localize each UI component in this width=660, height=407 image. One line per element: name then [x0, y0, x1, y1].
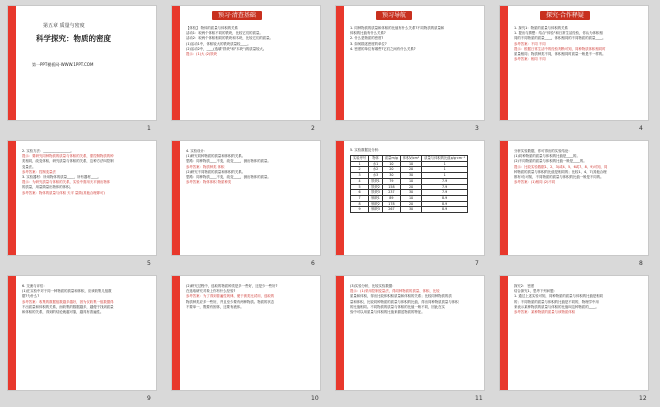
table-cell: 20 — [400, 201, 421, 207]
table-cell: 铜块2 — [369, 201, 383, 207]
table-cell: 10 — [400, 195, 421, 201]
table-cell: 1 — [351, 161, 369, 167]
slide-text-line: (2)活动2中，____(选填"铁块"和"木块")的质量较大。 — [186, 46, 267, 51]
slide-thumbnail-11[interactable] — [335, 275, 485, 391]
slide-thumbnail-5[interactable] — [7, 140, 157, 256]
table-cell: 30 — [400, 207, 421, 213]
slide-text-line: 活动1：取两个体积不同的铁块，比较它们的质量。 — [186, 31, 263, 36]
slide-text-line: 据?为什么? — [22, 294, 40, 299]
slide-text-line: 的比值相同。不同物质的质量与体积的比值一般不同，因此在实 — [350, 304, 445, 309]
table-cell: 水2 — [369, 167, 383, 173]
slide-text-line: 质量和体积，得出比较体积积质量和体积的关系；比较同种物质的质 — [350, 294, 452, 299]
table-cell: 30 — [382, 173, 400, 179]
slide-number: 6 — [311, 260, 315, 267]
slide-number: 9 — [147, 395, 151, 402]
slide-text-line: 1. 提出与猜想：结合"体验"和日常生活经验，你认为体积相 — [514, 31, 603, 36]
table-cell: 铜块1 — [369, 195, 383, 201]
table-cell: 8.9 — [422, 201, 468, 207]
table-cell: 178 — [382, 201, 400, 207]
slide-text-line: 质量相同；物质种类不同，体积相同时质量一般是不一样的。 — [514, 52, 606, 56]
table-cell: 9 — [351, 207, 369, 213]
slide-thumbnail-6[interactable] — [171, 140, 321, 256]
slide-number: 2 — [311, 125, 315, 132]
table-cell: 20 — [382, 167, 400, 173]
slide-accent-strip — [172, 6, 180, 120]
table-cell: 铁块2 — [369, 184, 383, 190]
slide-text-line: 在选取研究对象上你有什么经验? — [186, 289, 236, 294]
slide-text-line: (1)同种物质的质量与体积的比值是____的。 — [514, 154, 580, 159]
table-cell: 10 — [382, 161, 400, 167]
table-header-cell: 体积V/cm³ — [400, 156, 421, 162]
slide-text-line: 验中可以用质量与体积的比值来描述物质的特征。 — [350, 310, 425, 314]
slide-text-line: 1. 同种物质的质量和体积的比值有什么关系?不同物质的质量和 — [350, 26, 445, 30]
table-cell: 10 — [400, 161, 421, 167]
slide-thumbnail-9[interactable] — [7, 275, 157, 391]
table-cell: 水1 — [369, 161, 383, 167]
slide-number: 8 — [639, 260, 643, 267]
slide-text-line: 参考答案：物质种类 体积 — [186, 164, 225, 169]
table-cell: 7.9 — [422, 184, 468, 190]
table-header-cell: 物体 — [369, 156, 383, 162]
slide-text-line: 思路：同种物质____不变，改变____，测出物体的质量。 — [186, 175, 271, 179]
slide-accent-strip — [336, 141, 344, 255]
slide-text-line: 提示：比较实验数据1、2、3(或4、5、6或7、8、9)可知，同 — [514, 164, 608, 169]
slide-text-line: 提示：根据日常生活中的经验判断可知，同种物质体积相同时 — [514, 46, 606, 51]
slide-thumbnail-2[interactable] — [171, 5, 321, 121]
table-cell: 267 — [382, 207, 400, 213]
table-cell: 7.9 — [422, 178, 468, 184]
slide-text-line: 分析实验数据，你可得出的实验结论： — [514, 149, 572, 153]
slide-accent-strip — [336, 276, 344, 390]
table-cell: 7 — [351, 195, 369, 201]
table-cell: 89 — [382, 195, 400, 201]
slide-text-line: 4. 密度的单位有哪些?它们之间有什么关系? — [350, 46, 416, 51]
slide-accent-strip — [172, 141, 180, 255]
slide-text-line: 参考答案：为了得到普遍性规律，便于被类比试用，选取的 — [186, 294, 275, 299]
slide-text-line: 6. 交流与评估： — [22, 284, 47, 288]
table-cell: 4 — [351, 178, 369, 184]
slide-text-line: 提示：为研究质量与体积的关系，实验中需用天平测出物体 — [22, 180, 111, 185]
slide-accent-strip — [172, 276, 180, 390]
slide-text-line: 3. 实验器材：所用物体的质量____，所有器材____。 — [22, 175, 101, 179]
slide-text-line: 参考答案：(1)相同 (2)不同 — [514, 180, 556, 185]
slide-text-line: 结合探究1，思考下列问题： — [514, 289, 557, 294]
table-cell: 水3 — [369, 173, 383, 179]
slide-text-line: (2)不同物质的质量与体积的比值一般是____的。 — [514, 159, 587, 164]
experiment-data-table — [350, 155, 468, 213]
table-cell: 1 — [422, 161, 468, 167]
table-cell: 7.9 — [422, 190, 468, 196]
slide-number: 3 — [475, 125, 479, 132]
slide-text-line: 参考答案：控制变量法 — [22, 169, 56, 174]
slide-text-line: 活动2：取两个体积相同的铁块和木块，比较它们的质量。 — [186, 36, 273, 41]
slide-subtitle: 第一PPT模板网-WWW.1PPT.COM — [32, 62, 94, 67]
slide-text-line: 1. 通过上述实验可知，同种物质的质量与体积的比值是相同 — [514, 294, 604, 299]
slide-chapter-title: 第五章 质量与密度 — [43, 23, 85, 29]
slide-text-line: 参考答案：物体的质量与体积 天平 量筒(其他合理即可) — [22, 190, 105, 195]
table-cell: 铁块1 — [369, 178, 383, 184]
table-header-cell: 质量与体积的比值ρ/g·cm⁻³ — [422, 156, 468, 162]
table-cell: 30 — [400, 190, 421, 196]
slide-text-line: 来表示某种物质的质量与体积的比值叫这种物质的____。 — [514, 304, 599, 309]
slide-thumbnail-1[interactable] — [7, 5, 157, 121]
slide-thumbnail-8[interactable] — [499, 140, 649, 256]
table-cell: 79 — [382, 178, 400, 184]
slide-thumbnail-3[interactable] — [335, 5, 485, 121]
slide-accent-strip — [500, 276, 508, 390]
slide-text-line: 都有可)可知，不同物质的质量与体积的比值一般是不同的。 — [514, 175, 604, 179]
table-cell: 8.9 — [422, 207, 468, 213]
table-cell: 20 — [400, 167, 421, 173]
slide-accent-strip — [500, 6, 508, 120]
table-cell: 8.9 — [422, 195, 468, 201]
slide-text-line: 种物质的质量与体积的比值是相同的；比较1、4、7(其他合理 — [514, 169, 607, 174]
slide-text-line: 1. 探究1：物质的质量与体积的关系 — [514, 26, 568, 30]
slide-text-line: 探究2： 密度 — [514, 284, 535, 288]
slide-number: 11 — [475, 395, 483, 402]
table-cell: 铜块3 — [369, 207, 383, 213]
slide-main-title: 科学探究：物质的密度 — [36, 34, 111, 43]
slide-accent-strip — [8, 6, 16, 120]
slide-text-line: (1)在实验中对于同一种物质的质量和体积，应该收集几组数 — [22, 289, 112, 294]
table-cell: 237 — [382, 190, 400, 196]
slide-text-line: 类相同，改变体积，研究质量与体积的关系，这种方法叫控制 — [22, 159, 114, 164]
slide-text-line: 3. 如何描述密度的单位? — [350, 41, 387, 46]
table-cell: 10 — [400, 178, 421, 184]
slide-accent-strip — [500, 141, 508, 255]
slide-section-banner: 预习·清查基础 — [212, 11, 262, 20]
slide-text-line: (3)实验分析，比较实验数据： — [350, 284, 396, 288]
slide-text-line: 2. 实验方法：________________。 — [22, 149, 74, 153]
slide-text-line: (2)研究不同物质的质量和体积的关系。 — [186, 169, 246, 174]
slide-text-line: 提示：要研究同种物质的质量与体积的关系，需控制物质的种 — [22, 154, 114, 159]
table-cell: 6 — [351, 190, 369, 196]
slide-accent-strip — [336, 6, 344, 120]
table-cell: 8 — [351, 201, 369, 207]
table-cell: 158 — [382, 184, 400, 190]
table-header-cell: 质量m/g — [382, 156, 400, 162]
slide-text-line: 参考答案：相同 不同 — [514, 57, 546, 62]
slide-text-line: 物质种类应多一些好，并且至少要有两种物质。物质的状态 — [186, 299, 275, 304]
table-cell: 3 — [351, 173, 369, 179]
table-cell: 1 — [422, 173, 468, 179]
table-row — [351, 207, 468, 213]
slide-number: 12 — [639, 395, 647, 402]
slide-text-line: 不要单一，既要有固体，还要有液体。 — [186, 304, 244, 309]
slide-text-line: 参考答案：收集的数据组数越多越好，因为仅收集一组数据得 — [22, 299, 114, 304]
slide-text-line: 4. 实验设计： — [186, 149, 208, 153]
slide-text-line: 【体验】 物体的质量与体积的关系 — [186, 26, 238, 30]
slide-text-line: 不出质量和体积的关系，而收集的数据越多，越便于找到质量 — [22, 304, 114, 309]
slide-text-line: (1)研究同种物质的质量和体积的关系。 — [186, 154, 246, 159]
slide-text-line: 变量法。 — [22, 164, 36, 169]
slide-thumbnail-4[interactable] — [499, 5, 649, 121]
slide-section-banner: 探究·合作释疑 — [540, 11, 590, 20]
table-cell: 20 — [400, 184, 421, 190]
slide-thumbnail-7[interactable] — [335, 140, 485, 256]
slide-text-line: 量和体积，比较同种物质的质量与体积的比值，得出同种物质质量与体积 — [350, 299, 459, 304]
slide-section-banner: 预习导航 — [376, 11, 412, 20]
slide-text-line: (1)活动1中，体积较大的铁块质量较____。 — [186, 41, 251, 46]
slide-text-line: 2. 什么是物质的密度? — [350, 36, 384, 41]
slide-accent-strip — [8, 276, 16, 390]
slide-number: 4 — [639, 125, 643, 132]
table-cell: 2 — [351, 167, 369, 173]
slide-number: 7 — [475, 260, 479, 267]
slide-text-line: 和体积的关系，得到的结论就越可靠，越具有普遍性。 — [22, 310, 104, 314]
slide-text-line: (2)研究过程中，选取的物质种类是多一些好，还是少一些好? — [186, 284, 278, 288]
slide-text-line: 思路：同种物质____不变，改变____，测出物体的质量。 — [186, 159, 271, 164]
slide-thumbnail-10[interactable] — [171, 275, 321, 391]
table-cell: 1 — [422, 167, 468, 173]
slide-number: 1 — [147, 125, 151, 132]
slide-text-line: 体积的比值有什么关系? — [350, 31, 386, 36]
table-cell: 30 — [400, 173, 421, 179]
slide-heading: 5. 实验数据及分析： — [350, 148, 382, 152]
slide-text-line: 参考答案：物体体积 物质种类 — [186, 180, 232, 185]
slide-number: 10 — [311, 395, 319, 402]
slide-thumbnail-12[interactable] — [499, 275, 649, 391]
table-header-cell: 实验序号 — [351, 156, 369, 162]
slide-accent-strip — [8, 141, 16, 255]
table-cell: 5 — [351, 184, 369, 190]
slide-text-line: 参考答案：某种物质的质量与该物质体积 — [514, 310, 576, 314]
table-cell: 铁块3 — [369, 190, 383, 196]
slide-text-line: 参考答案：不同 不同 — [514, 41, 546, 46]
slide-number: 5 — [147, 260, 151, 267]
slide-text-line: 提示：(1)采用控制变量法，得同种物质的质量、体积、比较 — [350, 289, 440, 294]
slide-text-line: 的；不同物质的质量与体积的比值是不同的，物理学中用 — [514, 299, 599, 304]
slide-text-line: 提示：(1)大 (2)铁块 — [186, 52, 218, 56]
slide-text-line: 同的不同物质的质量____，体积相同的不同物质的质量____。 — [514, 36, 606, 41]
slide-text-line: 的质量，用量筒量出物体的体积。 — [22, 185, 73, 190]
